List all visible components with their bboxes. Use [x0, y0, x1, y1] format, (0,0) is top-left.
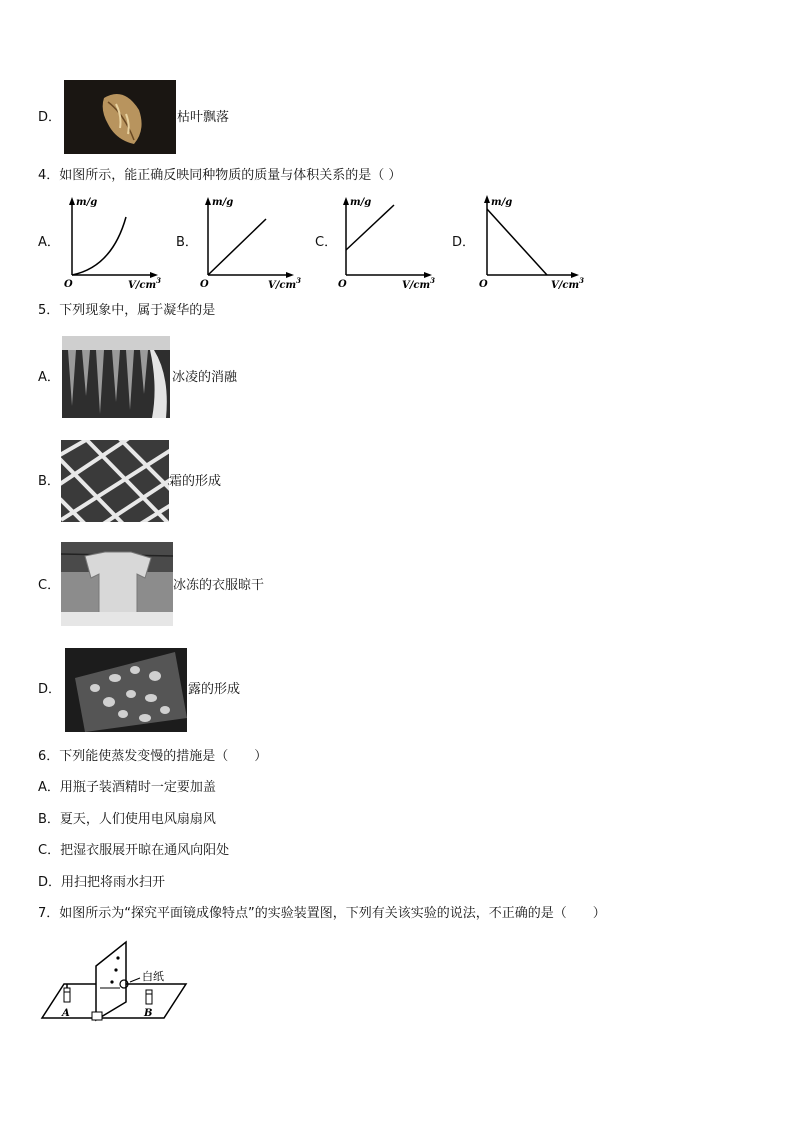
decreasing-line — [487, 209, 547, 275]
q3-option-d-letter: D． — [38, 110, 62, 125]
q5-option-a-letter: A． — [38, 370, 60, 385]
q7-stem: 7．如图所示为“探究平面镜成像特点”的实验装置图，下列有关该实验的说法，不正确的是（ ） — [38, 906, 606, 921]
frost-photo — [61, 440, 169, 522]
dead-leaf-photo — [64, 80, 176, 154]
y-axis-label: m/g — [491, 197, 513, 208]
y-axis-label: m/g — [76, 197, 98, 208]
q4-stem: 4．如图所示，能正确反映同种物质的质量与体积关系的是（ ） — [38, 168, 402, 183]
q6-option-a: A．用瓶子装酒精时一定要加盖 — [38, 780, 216, 795]
q4-option-a-letter: A． — [38, 235, 60, 250]
plane-mirror-apparatus-figure — [40, 938, 200, 1024]
icicles-photo — [62, 336, 170, 418]
upward-curve — [72, 217, 126, 275]
q4-option-d-letter: D． — [452, 235, 476, 250]
x-axis-label: $V/cm^3$ — [402, 276, 435, 291]
q4-option-b-letter: B． — [176, 235, 198, 250]
q6-stem: 6．下列能使蒸发变慢的措施是（ ） — [38, 749, 268, 764]
q4-graph-d — [477, 193, 587, 290]
q5-option-c-letter: C． — [38, 578, 61, 593]
q4-graph-a — [62, 195, 162, 290]
line-through-origin — [208, 219, 266, 275]
x-axis-label: $V/cm^3$ — [551, 276, 584, 291]
q5-option-b-caption: 霜的形成 — [169, 474, 222, 489]
q5-option-a-caption: 冰凌的消融 — [172, 370, 238, 385]
q6-option-c: C．把湿衣服展开晾在通风向阳处 — [38, 843, 230, 858]
q5-option-d-letter: D． — [38, 682, 62, 697]
q6-option-b: B．夏天，人们使用电风扇扇风 — [38, 812, 216, 827]
origin-label: O — [479, 279, 488, 290]
candle-b-label: B — [144, 1008, 153, 1019]
frozen-clothes-photo — [61, 542, 173, 626]
origin-label: O — [200, 279, 209, 290]
q6-option-d: D．用扫把将雨水扫开 — [38, 875, 166, 890]
q3-option-d-caption: 枯叶飘落 — [177, 110, 230, 125]
y-axis-label: m/g — [212, 197, 234, 208]
dew-photo — [65, 648, 187, 732]
origin-label: O — [338, 279, 347, 290]
y-axis-label: m/g — [350, 197, 372, 208]
candle-a-label: A — [62, 1008, 70, 1019]
q5-option-c-caption: 冰冻的衣服晾干 — [173, 578, 265, 593]
q5-option-d-caption: 露的形成 — [188, 682, 241, 697]
x-axis-label: $V/cm^3$ — [128, 276, 161, 291]
white-paper-label: 白纸 — [142, 970, 164, 983]
q4-option-c-letter: C． — [315, 235, 338, 250]
q5-stem: 5．下列现象中，属于凝华的是 — [38, 303, 216, 318]
origin-label: O — [64, 279, 73, 290]
q4-graph-b — [198, 195, 301, 291]
x-axis-label: $V/cm^3$ — [268, 276, 301, 291]
line-with-intercept — [346, 205, 394, 250]
q5-option-b-letter: B． — [38, 474, 60, 489]
q4-graph-c — [336, 195, 436, 290]
